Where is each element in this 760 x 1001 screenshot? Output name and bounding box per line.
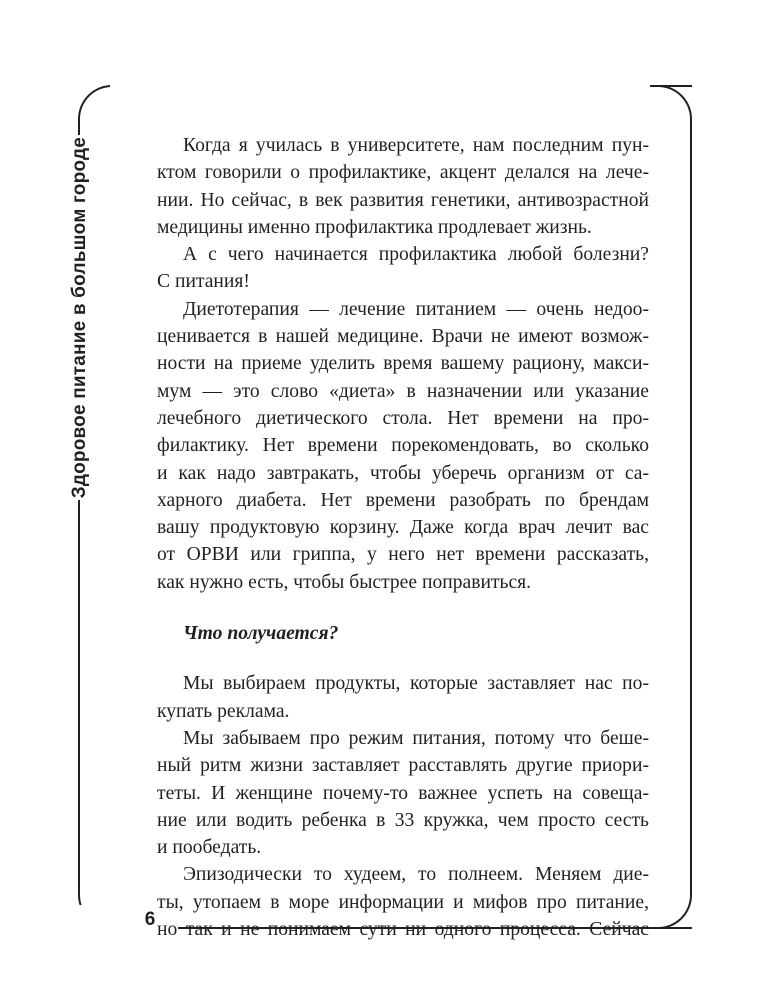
running-title-text: Здоровое питание в большом городе <box>69 136 90 499</box>
text-line: ценивается в нашей медицине. Врачи не имеют возмож- <box>157 326 649 348</box>
body-text <box>157 132 649 943</box>
paragraph-4 <box>157 670 649 725</box>
text-line: лечебного диетического стола. Нет времени на про- <box>157 407 649 429</box>
text-line: медицины именно профилактика продлевает жизнь. <box>157 216 592 238</box>
text-line: как нужно есть, чтобы быстрее поправиться. <box>157 571 532 593</box>
text-line: нии. Но сейчас, в век развития генетики, антивозрастной <box>157 189 649 211</box>
text-line: филактику. Нет времени порекомендовать, во сколько <box>157 435 649 457</box>
text-line: А с чего начинается профилактика любой болезни? <box>183 244 649 266</box>
text-line: Диетотерапия — лечение питанием — очень недоо- <box>183 298 649 320</box>
text-line: мум — это слово «диета» в назначении или указание <box>157 380 649 402</box>
section-subheading: Что получается? <box>183 623 339 645</box>
paragraph-6 <box>157 861 649 943</box>
text-line: ты, утопаем в море информации и мифов про питание, <box>157 891 649 913</box>
text-line: и пообедать. <box>157 837 262 859</box>
running-title <box>62 135 98 500</box>
text-line: от ОРВИ или гриппа, у него нет времени рассказать, <box>157 544 649 566</box>
paragraph-5 <box>157 725 649 861</box>
text-line: и как надо завтракать, чтобы уберечь организм от са- <box>157 462 649 484</box>
text-line: ктом говорили о профилактике, акцент делался на лече- <box>157 162 649 184</box>
text-line: теты. И женщине почему-то важнее успеть на совеща- <box>157 782 649 804</box>
paragraph-1 <box>157 132 649 241</box>
text-line: ние или водить ребенка в 33 кружка, чем просто сесть <box>157 809 649 831</box>
paragraph-3 <box>157 296 649 596</box>
text-line: Эпизодически то худеем, то полнеем. Меняем дие- <box>183 864 649 886</box>
text-line: ности на приеме уделить время вашему рациону, макси- <box>157 353 649 375</box>
page-frame-right <box>650 85 692 929</box>
frame-gap-top <box>110 80 650 90</box>
page-number: 6 <box>138 909 162 931</box>
text-line: ный ритм жизни заставляет расставлять другие приори- <box>157 755 649 777</box>
text-line: но так и не понимаем сути ни одного процесса. Сейчас <box>157 919 649 941</box>
text-line: Мы забываем про режим питания, потому что беше- <box>183 727 649 749</box>
paragraph-2 <box>157 241 649 296</box>
text-line: Мы выбираем продукты, которые заставляет нас по- <box>183 673 649 695</box>
text-line: харного диабета. Нет времени разобрать по брендам <box>157 489 649 511</box>
text-line: Когда я училась в университете, нам последним пун- <box>183 135 649 156</box>
text-line: С питания! <box>157 271 250 293</box>
text-line: вашу продуктовую корзину. Даже когда врач лечит вас <box>157 517 649 539</box>
text-line: купать реклама. <box>157 700 290 722</box>
